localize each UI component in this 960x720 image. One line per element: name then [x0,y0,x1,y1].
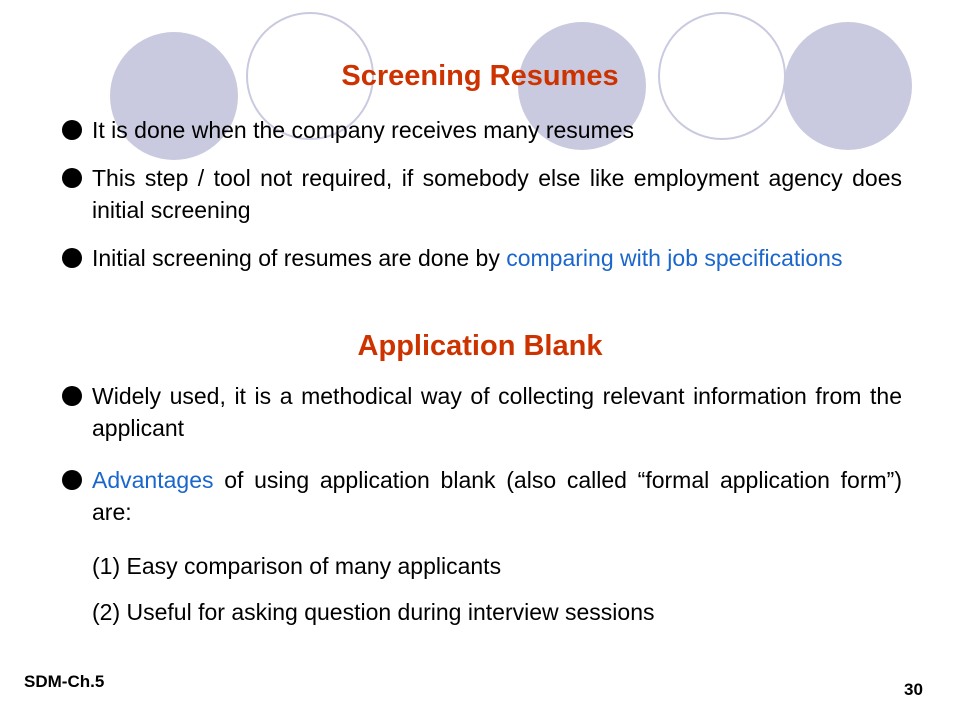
bullet-text: Widely used, it is a methodical way of collecting relevant information from the applicant [92,383,902,441]
bullet-icon [62,248,82,268]
page-number: 30 [904,680,923,699]
bullet-text: Initial screening of resumes are done by [92,245,507,271]
bullet-icon [62,168,82,188]
highlight-job-specifications: comparing with job specifications [506,245,843,271]
heading-screening-resumes: Screening Resumes [341,60,619,92]
bullet-screening-1 [92,114,902,146]
bullet-text: of using application blank (also called “formal application form”) are: [92,467,902,525]
bullet-icon [62,120,82,140]
numbered-item-2: (2) Useful for asking question during interview sessions [92,599,655,625]
bullet-screening-3 [92,242,902,274]
bullet-text: It is done when the company receives many resumes [92,117,635,143]
highlight-advantages: Advantages [92,467,214,493]
bullet-screening-2 [92,162,902,226]
bullet-icon [62,386,82,406]
bullet-icon [62,470,82,490]
numbered-item-1: (1) Easy comparison of many applicants [92,553,502,579]
footer-chapter-label: SDM-Ch.5 [24,672,105,691]
bullet-text: This step / tool not required, if somebody else like employment agency does initial screening [92,165,902,223]
bullet-application-2 [92,464,902,528]
heading-application-blank: Application Blank [357,330,603,362]
bullet-application-1 [92,380,902,444]
